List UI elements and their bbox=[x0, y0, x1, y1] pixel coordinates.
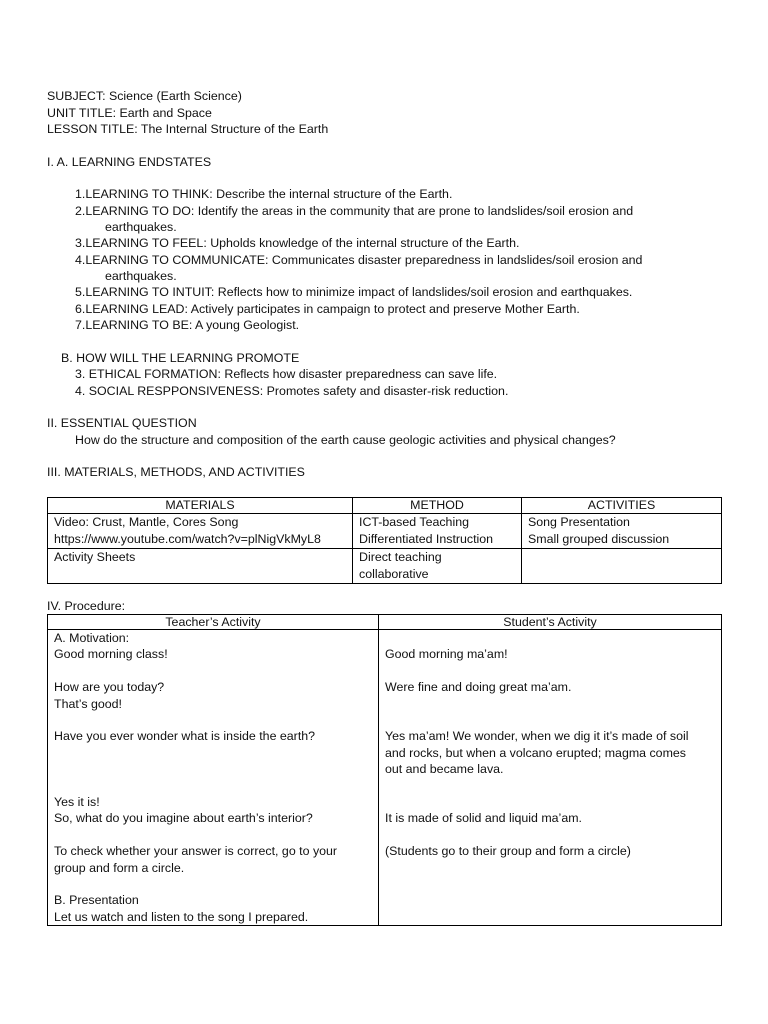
student-line: out and became lava. bbox=[385, 762, 504, 777]
teacher-line: Have you ever wonder what is inside the earth? bbox=[54, 729, 316, 744]
endstate-num: 4. bbox=[75, 252, 86, 267]
method-cell: ICT-based Teaching bbox=[359, 515, 469, 529]
endstate-continuation: earthquakes. bbox=[105, 219, 177, 234]
endstate-num: 5. bbox=[75, 285, 86, 299]
endstate-num: 2. bbox=[75, 203, 86, 218]
presentation-label: B. Presentation bbox=[54, 893, 139, 908]
teacher-line: group and form a circle. bbox=[54, 860, 185, 875]
essential-question-text: How do the structure and composition of the earth cause geologic activities and physical changes? bbox=[75, 432, 616, 447]
teacher-line: Let us watch and listen to the song I prepared. bbox=[54, 909, 309, 924]
teacher-activity-cell bbox=[48, 630, 379, 926]
materials-cell: Video: Crust, Mantle, Cores Song bbox=[54, 515, 239, 529]
teacher-line: How are you today? bbox=[54, 680, 165, 695]
motivation-label: A. Motivation: bbox=[54, 631, 130, 645]
learning-endstates-heading: I. A. LEARNING ENDSTATES bbox=[47, 154, 212, 169]
endstate-num: 3. bbox=[75, 236, 86, 250]
materials-heading: III. MATERIALS, METHODS, AND ACTIVITIES bbox=[47, 465, 305, 479]
teacher-line: So, what do you imagine about earth’s interior? bbox=[54, 811, 313, 826]
learning-promote-heading: B. HOW WILL THE LEARNING PROMOTE bbox=[61, 350, 300, 365]
endstate-item-3 bbox=[75, 235, 675, 251]
table-row bbox=[48, 630, 722, 926]
student-line: Were fine and doing great ma’am. bbox=[385, 680, 572, 695]
essential-question-heading: II. ESSENTIAL QUESTION bbox=[47, 416, 197, 430]
student-line: It is made of solid and liquid ma’am. bbox=[385, 811, 582, 826]
endstate-item-2 bbox=[75, 203, 675, 236]
endstate-num: 6. bbox=[75, 301, 86, 316]
unit-title-line: UNIT TITLE: Earth and Space bbox=[47, 105, 212, 120]
teacher-line: That’s good! bbox=[54, 696, 122, 711]
method-cell: collaborative bbox=[359, 567, 429, 581]
promote-item: 3. ETHICAL FORMATION: Reflects how disaster preparedness can save life. bbox=[75, 367, 498, 381]
endstate-text: LEARNING LEAD: Actively participates in campaign to protect and preserve Mother Earth. bbox=[85, 301, 580, 316]
endstate-text: LEARNING TO DO: Identify the areas in the community that are prone to landslides/soil erosion and bbox=[85, 203, 634, 218]
lesson-title-line: LESSON TITLE: The Internal Structure of the Earth bbox=[47, 122, 329, 136]
endstate-text: LEARNING TO BE: A young Geologist. bbox=[85, 318, 300, 332]
endstate-num: 1. bbox=[75, 187, 86, 201]
student-line: Good morning ma’am! bbox=[385, 647, 508, 662]
endstate-text: LEARNING TO FEEL: Upholds knowledge of the internal structure of the Earth. bbox=[85, 236, 520, 250]
endstate-item-6 bbox=[75, 301, 675, 317]
method-column-header: METHOD bbox=[353, 498, 522, 514]
activities-cell: Small grouped discussion bbox=[528, 532, 670, 546]
student-line: Yes ma’am! We wonder, when we dig it it’s made of soil bbox=[385, 729, 689, 744]
subject-line: SUBJECT: Science (Earth Science) bbox=[47, 89, 242, 103]
procedure-heading: IV. Procedure: bbox=[47, 599, 126, 613]
method-cell: Differentiated Instruction bbox=[359, 532, 494, 546]
endstate-num: 7. bbox=[75, 318, 86, 332]
endstate-item-4 bbox=[75, 252, 675, 285]
endstate-continuation: earthquakes. bbox=[105, 268, 177, 283]
teacher-line: To check whether your answer is correct, go to your bbox=[54, 844, 338, 859]
procedure-table bbox=[47, 614, 722, 926]
endstate-text: LEARNING TO INTUIT: Reflects how to minimize impact of landslides/soil erosion and earthquakes. bbox=[85, 285, 633, 299]
endstate-item-1 bbox=[75, 186, 675, 202]
teacher-line: Yes it is! bbox=[54, 794, 100, 809]
student-line: and rocks, but when a volcano erupted; magma comes bbox=[385, 745, 686, 760]
table-row bbox=[48, 549, 722, 584]
materials-table bbox=[47, 497, 722, 584]
promote-item: 4. SOCIAL RESPPONSIVENESS: Promotes safety and disaster-risk reduction. bbox=[75, 383, 509, 398]
student-activity-cell bbox=[379, 630, 722, 926]
materials-cell: Activity Sheets bbox=[54, 550, 136, 564]
student-activity-header: Student’s Activity bbox=[379, 615, 722, 630]
activities-cell: Song Presentation bbox=[528, 515, 630, 529]
teacher-line: Good morning class! bbox=[54, 647, 168, 662]
endstate-item-7 bbox=[75, 317, 675, 333]
materials-column-header: MATERIALS bbox=[48, 498, 353, 514]
student-line: (Students go to their group and form a circle) bbox=[385, 844, 631, 859]
endstate-text: LEARNING TO THINK: Describe the internal structure of the Earth. bbox=[85, 187, 453, 201]
activities-cell-empty bbox=[522, 549, 722, 584]
table-row bbox=[48, 514, 722, 549]
video-link[interactable]: https://www.youtube.com/watch?v=plNigVkMyL8 bbox=[54, 532, 321, 546]
method-cell: Direct teaching bbox=[359, 550, 442, 564]
activities-column-header: ACTIVITIES bbox=[522, 498, 722, 514]
teacher-activity-header: Teacher’s Activity bbox=[48, 615, 379, 630]
endstate-item-5 bbox=[75, 284, 675, 300]
endstate-text: LEARNING TO COMMUNICATE: Communicates disaster preparedness in landslides/soil erosion and bbox=[85, 252, 643, 267]
